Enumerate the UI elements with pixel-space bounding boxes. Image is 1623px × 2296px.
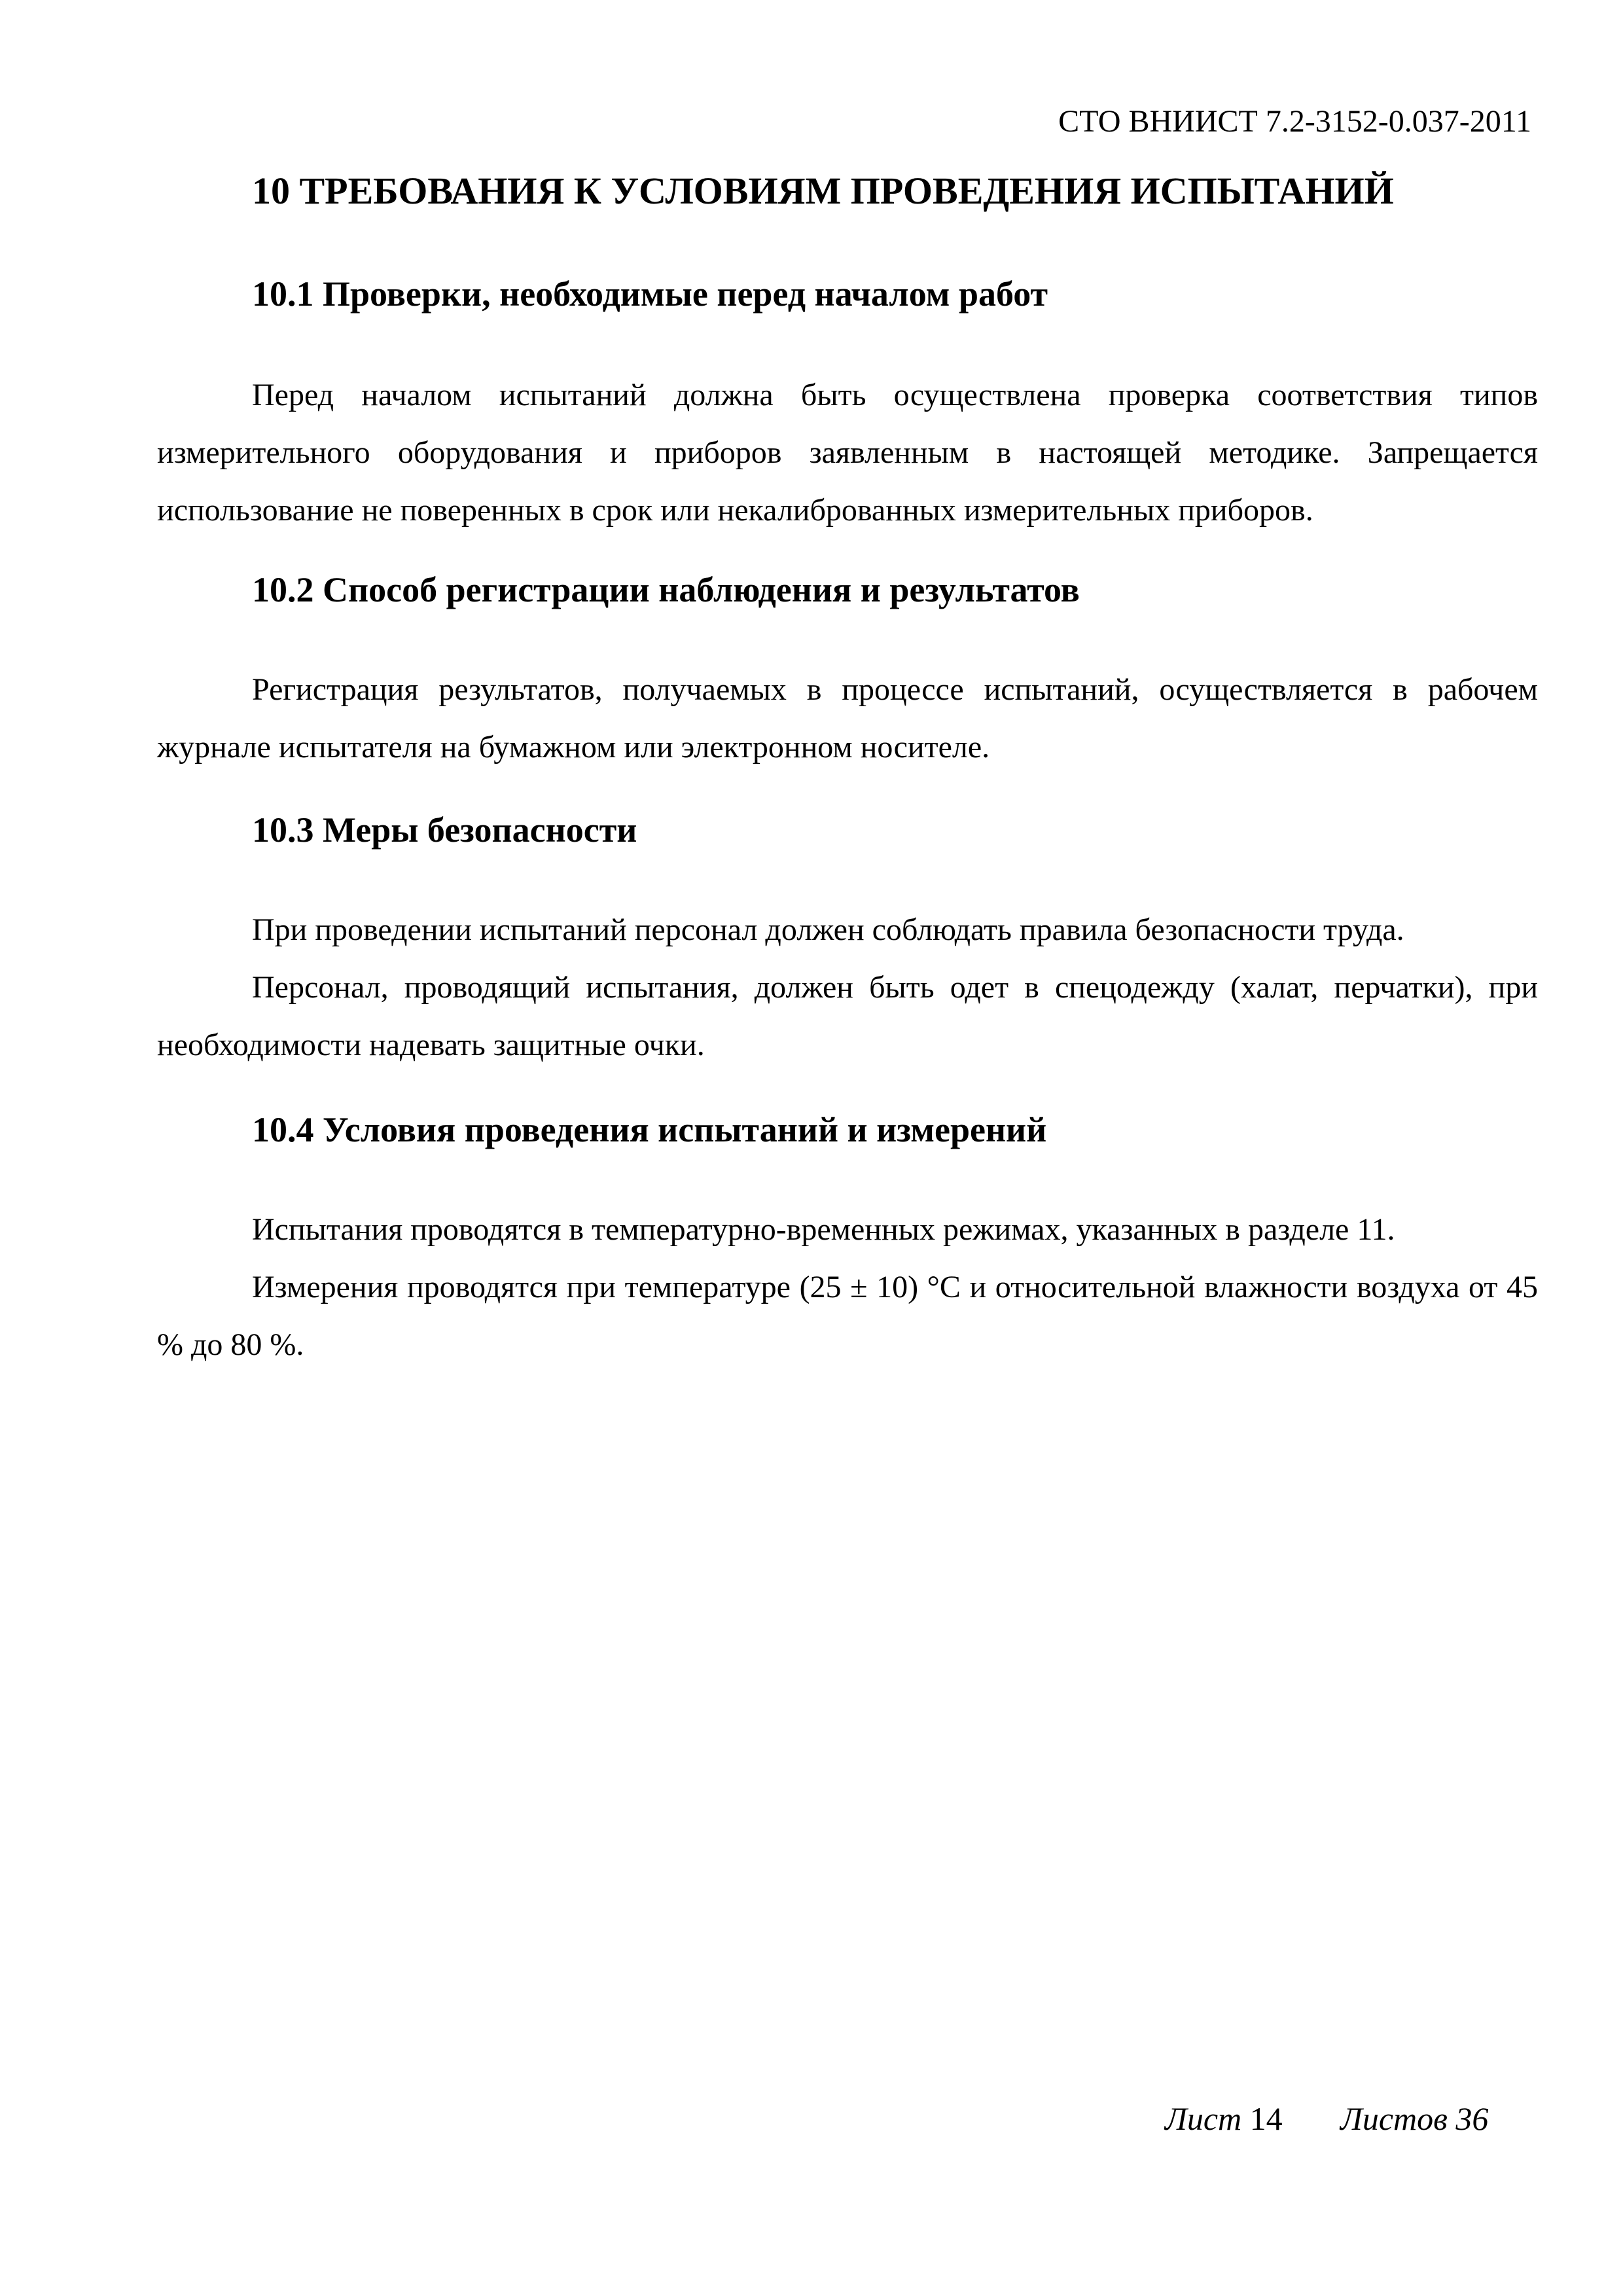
sheet-number: 14 <box>1249 2100 1283 2137</box>
subsection-title-10-1: 10.1 Проверки, необходимые перед началом работ <box>252 274 1048 314</box>
subsection-title-10-4: 10.4 Условия проведения испытаний и измерений <box>252 1110 1047 1149</box>
paragraph-10-3-1: При проведении испытаний персонал должен соблюдать правила безопасности труда. <box>252 912 1404 947</box>
sheets-total-indicator <box>1340 2100 1488 2138</box>
paragraph-10-3-2: Персонал, проводящий испытания, должен быть одет в спецодежду (халат, перчатки), при необходимости надевать защитные очки. <box>157 970 1538 1062</box>
subsection-title-10-3: 10.3 Меры безопасности <box>252 810 637 850</box>
sheets-label: Листов <box>1340 2100 1448 2137</box>
sheet-label: Лист <box>1165 2100 1242 2137</box>
section-title: 10 ТРЕБОВАНИЯ К УСЛОВИЯМ ПРОВЕДЕНИЯ ИСПЫТАНИЙ <box>252 170 1394 212</box>
sheets-total: 36 <box>1455 2100 1489 2137</box>
paragraph-10-1-1: Перед началом испытаний должна быть осуществлена проверка соответствия типов измерительного оборудования и приборов заявленным в настоящей методике. Запрещается использование не поверенных в срок или некалиброванных измерительных приборов. <box>157 378 1538 528</box>
document-code: СТО ВНИИСТ 7.2-3152-0.037-2011 <box>1058 104 1531 139</box>
paragraph-10-4-2: Измерения проводятся при температуре (25 ± 10) °С и относительной влажности воздуха от 45 % до 80 %. <box>157 1270 1538 1362</box>
paragraph-10-2-1: Регистрация результатов, получаемых в процессе испытаний, осуществляется в рабочем журнале испытателя на бумажном или электронном носителе. <box>157 672 1538 764</box>
sheet-indicator <box>1165 2100 1283 2138</box>
paragraph-10-4-1: Испытания проводятся в температурно-временных режимах, указанных в разделе 11. <box>252 1212 1395 1247</box>
subsection-title-10-2: 10.2 Способ регистрации наблюдения и результатов <box>252 570 1080 609</box>
